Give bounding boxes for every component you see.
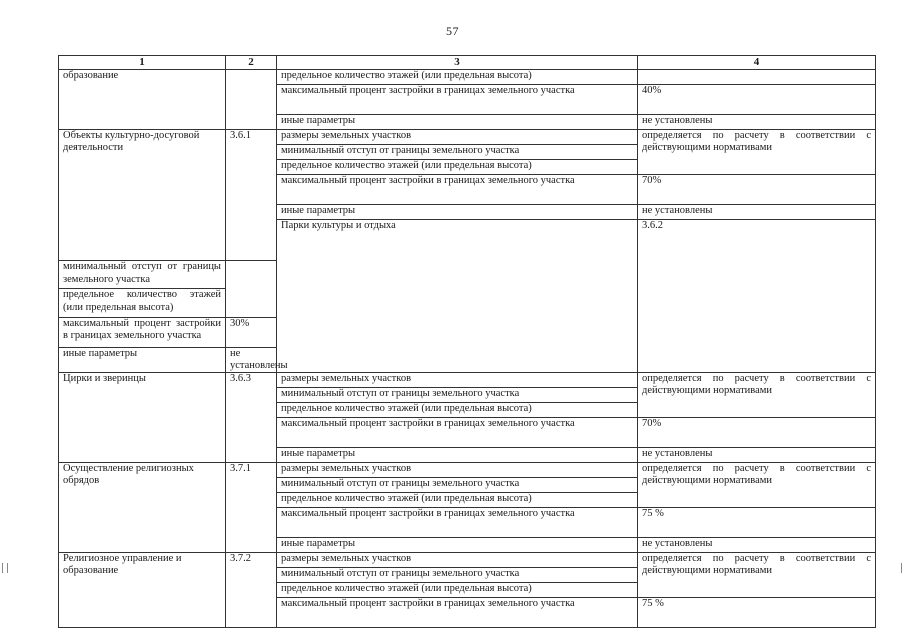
use-type-name: Религиозное управление и образование bbox=[59, 552, 226, 627]
table-row bbox=[59, 130, 876, 145]
table-row bbox=[59, 70, 876, 85]
param-coverage: максимальный процент застройки в границах земельного участка bbox=[277, 417, 638, 447]
use-type-code: 3.6.3 bbox=[226, 372, 277, 462]
param-floors: предельное количество этажей (или предельная высота) bbox=[277, 582, 638, 597]
column-header: 2 bbox=[226, 56, 277, 70]
table-row bbox=[59, 552, 876, 567]
norm-value: определяется по расчету в соответствии с действующими нормативами bbox=[638, 130, 876, 175]
param-sizes: размеры земельных участков bbox=[277, 462, 638, 477]
param-other: иные параметры bbox=[59, 347, 226, 372]
land-use-parameters-table bbox=[58, 55, 876, 628]
column-header: 4 bbox=[638, 56, 876, 70]
param-other: иные параметры bbox=[277, 537, 638, 552]
norm-value: определяется по расчету в соответствии с действующими нормативами bbox=[638, 462, 876, 507]
param-indent: минимальный отступ от границы земельного участка bbox=[59, 261, 226, 289]
use-type-code: 3.6.2 bbox=[638, 220, 876, 373]
use-type-name: Осуществление религиозных обрядов bbox=[59, 462, 226, 552]
norm-value: определяется по расчету в соответствии с действующими нормативами bbox=[638, 552, 876, 597]
param-sizes: размеры земельных участков bbox=[277, 372, 638, 387]
coverage-value: 30% bbox=[226, 317, 277, 347]
use-type-code: 3.7.2 bbox=[226, 552, 277, 627]
use-type-name: Объекты культурно-досуговой деятельности bbox=[59, 130, 226, 261]
param-sizes: размеры земельных участков bbox=[277, 130, 638, 145]
param-coverage: максимальный процент застройки в границах земельного участка bbox=[277, 507, 638, 537]
coverage-value: 75 % bbox=[638, 507, 876, 537]
other-value: не установлены bbox=[638, 447, 876, 462]
column-header: 1 bbox=[59, 56, 226, 70]
use-type-name: Цирки и зверинцы bbox=[59, 372, 226, 462]
scan-edge-mark bbox=[901, 563, 903, 573]
param-floors: предельное количество этажей (или предельная высота) bbox=[59, 289, 226, 317]
param-coverage: максимальный процент застройки в границах земельного участка bbox=[277, 597, 638, 627]
table-row bbox=[59, 462, 876, 477]
param-indent: минимальный отступ от границы земельного участка bbox=[277, 567, 638, 582]
param-coverage: максимальный процент застройки в границах земельного участка bbox=[277, 85, 638, 115]
param-floors: предельное количество этажей (или предельная высота) bbox=[277, 402, 638, 417]
param-indent: минимальный отступ от границы земельного участка bbox=[277, 387, 638, 402]
param-floors: предельное количество этажей (или предельная высота) bbox=[277, 160, 638, 175]
norm-value: определяется по расчету в соответствии с действующими нормативами bbox=[638, 372, 876, 417]
page-number: 57 bbox=[446, 24, 459, 38]
param-other: иные параметры bbox=[277, 447, 638, 462]
coverage-value: 70% bbox=[638, 175, 876, 205]
use-type-name: образование bbox=[59, 70, 226, 130]
other-value: не установлены bbox=[638, 115, 876, 130]
param-coverage: максимальный процент застройки в границах земельного участка bbox=[59, 317, 226, 347]
other-value: не установлены bbox=[226, 347, 277, 372]
coverage-value: 40% bbox=[638, 85, 876, 115]
use-type-code: 3.6.1 bbox=[226, 130, 277, 261]
coverage-value: 75 % bbox=[638, 597, 876, 627]
other-value: не установлены bbox=[638, 205, 876, 220]
column-header: 3 bbox=[277, 56, 638, 70]
use-type-code: 3.7.1 bbox=[226, 462, 277, 552]
scan-edge-mark bbox=[2, 563, 8, 573]
param-floors: предельное количество этажей (или предельная высота) bbox=[277, 70, 638, 85]
param-value-empty bbox=[638, 70, 876, 85]
table-header-row bbox=[59, 56, 876, 70]
param-other: иные параметры bbox=[277, 115, 638, 130]
param-coverage: максимальный процент застройки в границах земельного участка bbox=[277, 175, 638, 205]
param-sizes: размеры земельных участков bbox=[277, 552, 638, 567]
param-floors: предельное количество этажей (или предельная высота) bbox=[277, 492, 638, 507]
param-indent: минимальный отступ от границы земельного участка bbox=[277, 477, 638, 492]
table-row bbox=[59, 372, 876, 387]
use-type-name: Парки культуры и отдыха bbox=[277, 220, 638, 373]
other-value: не установлены bbox=[638, 537, 876, 552]
use-type-code bbox=[226, 70, 277, 130]
param-indent: минимальный отступ от границы земельного участка bbox=[277, 145, 638, 160]
coverage-value: 70% bbox=[638, 417, 876, 447]
param-other: иные параметры bbox=[277, 205, 638, 220]
